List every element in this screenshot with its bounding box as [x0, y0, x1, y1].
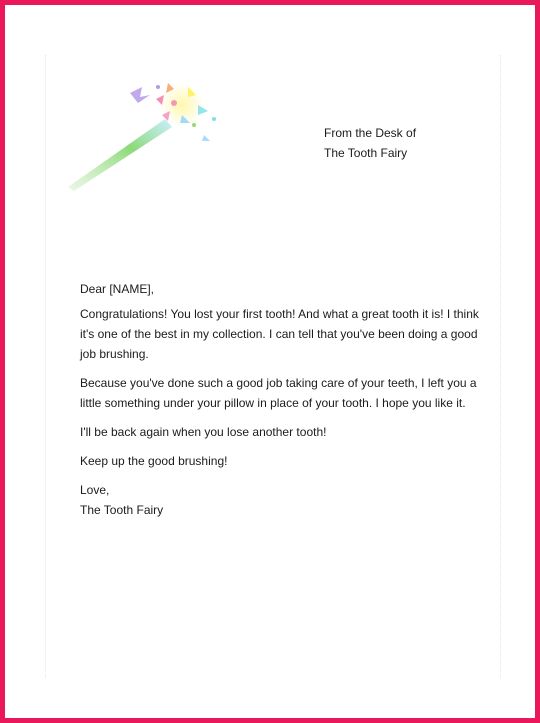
paragraph-1: Congratulations! You lost your first tooth! And what a great tooth it is! I think it's one of the best in my collection. I can tell that you've been doing a good job brushing.	[80, 307, 479, 361]
letter-body	[80, 279, 485, 520]
magic-wand-icon	[60, 75, 230, 195]
left-margin-guide	[45, 55, 46, 678]
signature: The Tooth Fairy	[80, 503, 164, 517]
right-margin-guide	[500, 55, 501, 678]
closing: Love,	[80, 483, 110, 497]
paragraph-3: I'll be back again when you lose another tooth!	[80, 425, 327, 439]
letter-page	[5, 5, 535, 718]
letterhead-line-2: The Tooth Fairy	[324, 146, 408, 160]
letterhead	[324, 123, 416, 163]
letterhead-line-1: From the Desk of	[324, 126, 417, 140]
paragraph-4: Keep up the good brushing!	[80, 454, 228, 468]
paragraph-2: Because you've done such a good job taking care of your teeth, I left you a little something under your pillow in place of your tooth. I hope you like it.	[80, 376, 477, 410]
salutation: Dear [NAME],	[80, 282, 155, 296]
